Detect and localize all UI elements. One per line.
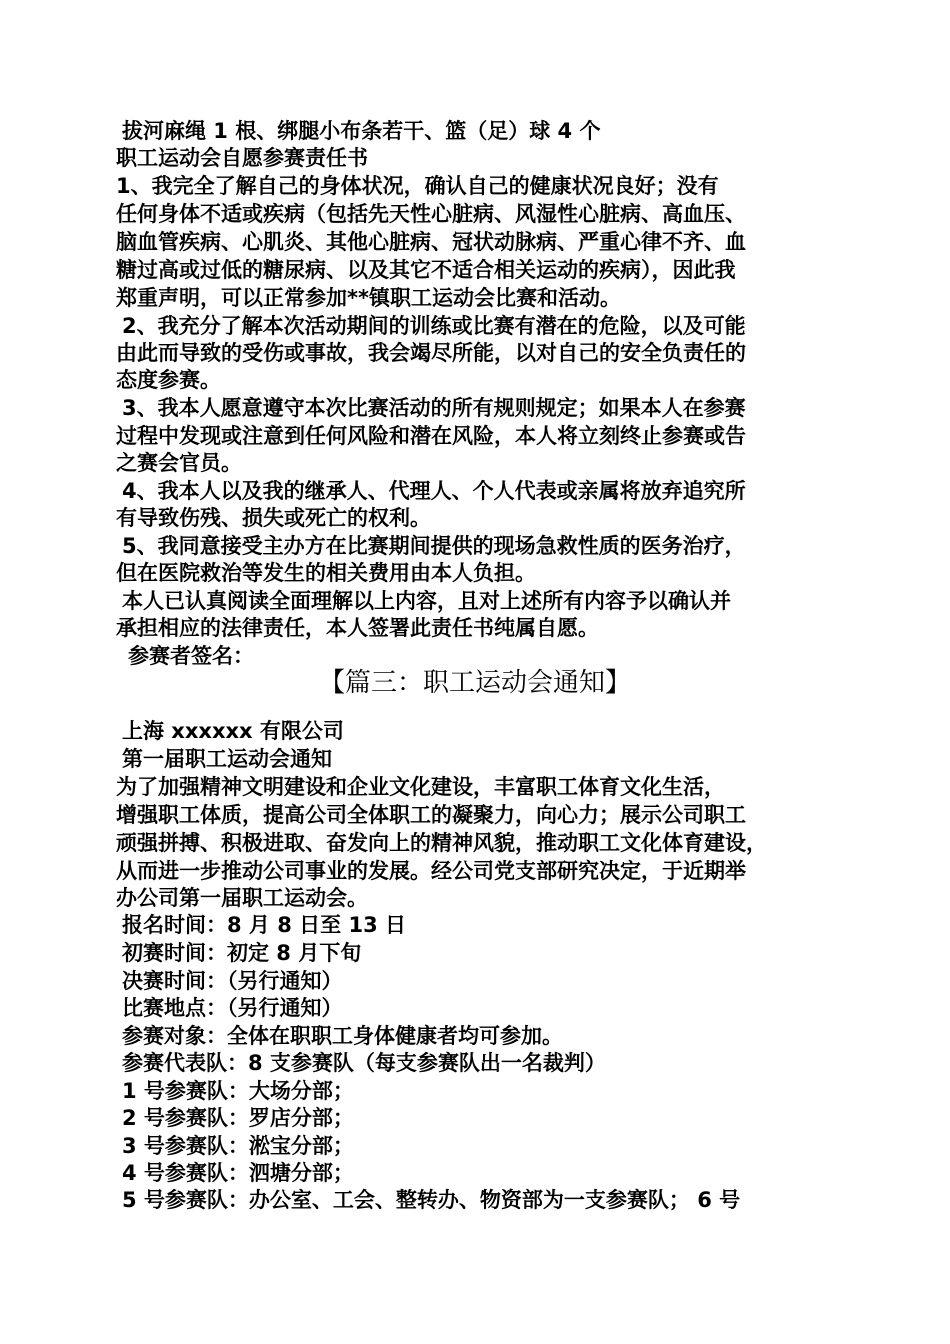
final-time: 决赛时间：（另行通知） bbox=[122, 969, 343, 993]
preliminary-time: 初赛时间：初定 8 月下旬 bbox=[122, 941, 362, 965]
clause-4-line-2: 有导致伤残、损失或死亡的权利。 bbox=[116, 506, 431, 530]
section-title: 【篇三：职工运动会通知】 bbox=[318, 668, 631, 698]
intro-line-1: 为了加强精神文明建设和企业文化建设，丰富职工体育文化生活， bbox=[116, 775, 725, 799]
clause-3-line-3: 之赛会官员。 bbox=[116, 451, 242, 475]
clause-5-line-2: 但在医院救治等发生的相关费用由本人负担。 bbox=[116, 561, 536, 585]
teams-summary: 参赛代表队：8 支参赛队（每支参赛队出一名裁判） bbox=[122, 1051, 606, 1075]
participants: 参赛对象：全体在职职工身体健康者均可参加。 bbox=[122, 1024, 563, 1048]
team-1: 1 号参赛队：大场分部； bbox=[122, 1079, 354, 1103]
acknowledgement-line-1: 本人已认真阅读全面理解以上内容，且对上述所有内容予以确认并 bbox=[122, 589, 731, 613]
intro-line-5: 办公司第一届职工运动会。 bbox=[116, 886, 368, 910]
commitment-title: 职工运动会自愿参赛责任书 bbox=[116, 146, 368, 170]
clause-3-line-1: 3、我本人愿意遵守本次比赛活动的所有规则规定；如果本人在参赛 bbox=[122, 396, 746, 420]
venue: 比赛地点：（另行通知） bbox=[122, 996, 343, 1020]
intro-line-3: 顽强拼搏、积极进取、奋发向上的精神风貌，推动职工文化体育建设， bbox=[116, 831, 767, 855]
notice-title: 第一届职工运动会通知 bbox=[122, 747, 332, 771]
clause-2-line-1: 2、我充分了解本次活动期间的训练或比赛有潜在的危险，以及可能 bbox=[122, 314, 746, 338]
team-3: 3 号参赛队：淞宝分部； bbox=[122, 1134, 354, 1158]
clause-1-line-5: 郑重声明，可以正常参加**镇职工运动会比赛和活动。 bbox=[116, 286, 621, 310]
team-4: 4 号参赛队：泗塘分部； bbox=[122, 1161, 354, 1185]
clause-2-line-3: 态度参赛。 bbox=[116, 368, 221, 392]
intro-line-4: 从而进一步推动公司事业的发展。经公司党支部研究决定，于近期举 bbox=[116, 859, 746, 883]
clause-4-line-1: 4、我本人以及我的继承人、代理人、个人代表或亲属将放弃追究所 bbox=[122, 479, 746, 503]
clause-1-line-1: 1、我完全了解自己的身体状况，确认自己的健康状况良好；没有 bbox=[116, 174, 719, 198]
clause-1-line-4: 糖过高或过低的糖尿病、以及其它不适合相关运动的疾病），因此我 bbox=[116, 258, 736, 282]
intro-line-2: 增强职工体质，提高公司全体职工的凝聚力，向心力；展示公司职工 bbox=[116, 803, 746, 827]
registration-time: 报名时间：8 月 8 日至 13 日 bbox=[122, 913, 407, 937]
equipment-line: 拔河麻绳 1 根、绑腿小布条若干、篮（足）球 4 个 bbox=[122, 119, 601, 143]
company-name: 上海 xxxxxx 有限公司 bbox=[122, 719, 344, 743]
clause-3-line-2: 过程中发现或注意到任何风险和潜在风险，本人将立刻终止参赛或告 bbox=[116, 424, 746, 448]
clause-1-line-3: 脑血管疾病、心肌炎、其他心脏病、冠状动脉病、严重心律不齐、血 bbox=[116, 230, 746, 254]
acknowledgement-line-2: 承担相应的法律责任，本人签署此责任书纯属自愿。 bbox=[116, 616, 599, 640]
team-5: 5 号参赛队：办公室、工会、整转办、物资部为一支参赛队； 6 号 bbox=[122, 1188, 741, 1212]
clause-5-line-1: 5、我同意接受主办方在比赛期间提供的现场急救性质的医务治疗， bbox=[122, 534, 746, 558]
team-2: 2 号参赛队：罗店分部； bbox=[122, 1106, 354, 1130]
clause-2-line-2: 由此而导致的受伤或事故，我会竭尽所能，以对自己的安全负责任的 bbox=[116, 341, 746, 365]
clause-1-line-2: 任何身体不适或疾病（包括先天性心脏病、风湿性心脏病、高血压、 bbox=[116, 202, 746, 226]
signature-label: 参赛者签名： bbox=[128, 644, 254, 668]
